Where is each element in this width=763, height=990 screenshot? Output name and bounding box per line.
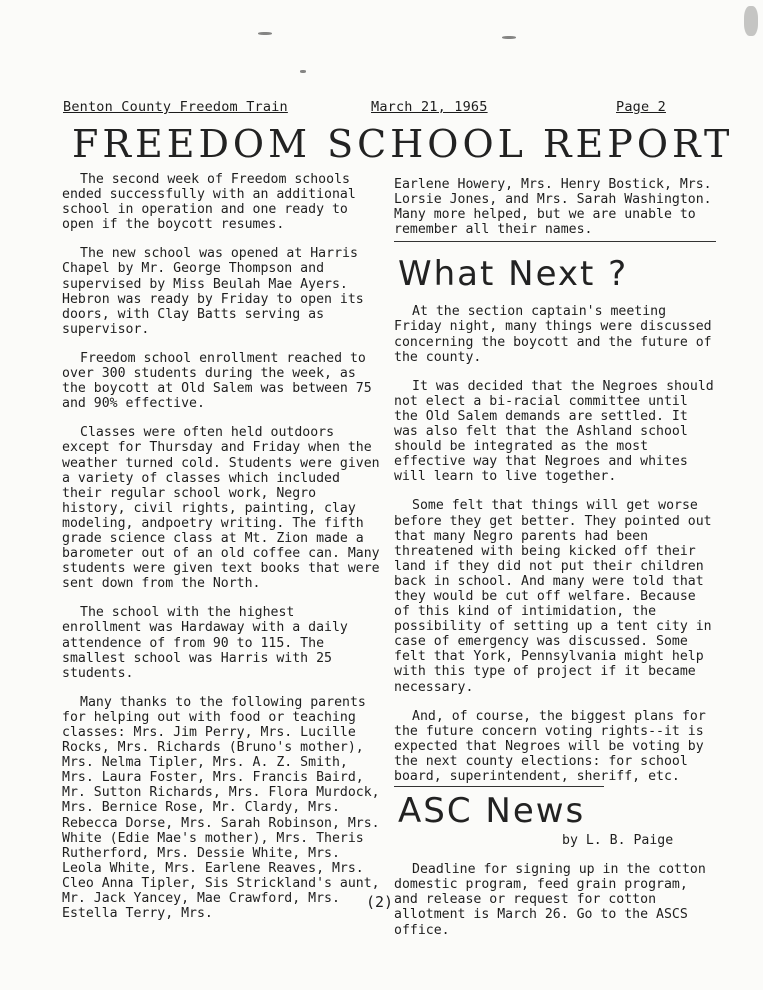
paragraph: The school with the highest enrollment was Hardaway with a daily attendence of from 90 to 115. The smallest school was Harris with 25 students. <box>62 605 348 681</box>
page-title: FREEDOM SCHOOL REPORT <box>72 122 734 166</box>
scan-mark <box>258 32 272 35</box>
paragraph: The new school was opened at Harris Chapel by Mr. George Thompson and supervised by Miss Beulah Mae Ayers. Hebron was ready by Friday to open its doors, with Clay Batts serving as supervisor. <box>62 246 364 337</box>
header-publication: Benton County Freedom Train <box>63 99 288 115</box>
section-heading-what-next: What Next ? <box>398 254 629 295</box>
paragraph-continuation: Earlene Howery, Mrs. Henry Bostick, Mrs. Lorsie Jones, and Mrs. Sarah Washington. Many more helped, but we are unable to remember all their names. <box>394 177 712 238</box>
paragraph: Deadline for signing up in the cotton domestic program, feed grain program, and release or request for cotton allotment is March 26. Go to the ASCS office. <box>394 862 706 938</box>
page-number: (2) <box>366 893 394 911</box>
section-heading-asc-news: ASC News <box>398 791 586 832</box>
byline: by L. B. Paige <box>562 833 674 849</box>
paragraph: Classes were often held outdoors except for Thursday and Friday when the weather turned cold. Students were given a variety of classes which included their regular school work, Negro history, civil rights, painting, clay modeling, andpoetry writing. The fifth grade science class at Mt. Zion made a barometer out of an old coffee can. Many students were given text books that were sent down from the North. <box>62 425 380 592</box>
paragraph: And, of course, the biggest plans for the future concern voting rights--it is expected that Negroes will be voting by the next county elections: for school board, superintendent, sheriff, etc. <box>394 708 706 784</box>
paragraph: It was decided that the Negroes should not elect a bi-racial committee until the Old Salem demands are settled. It was also felt that the Ashland school should be integrated as the most effective way that Negroes and whites will learn to live together. <box>394 378 714 485</box>
right-column <box>394 177 716 952</box>
section-divider <box>394 786 604 787</box>
section-divider <box>394 241 716 242</box>
paragraph: Many thanks to the following parents for helping out with food or teaching classes: Mrs. Jim Perry, Mrs. Lucille Rocks, Mrs. Richards (Bruno's mother), Mrs. Nelma Tipler, Mrs. A. Z. Smith, Mrs. Laura Foster, Mrs. Francis Baird, Mr. Sutton Richards, Mrs. Flora Murdock, Mrs. Bernice Rose, Mr. Clardy, Mrs. Rebecca Dorse, Mrs. Sarah Robinson, Mrs. White (Edie Mae's mother), Mrs. Theris Rutherford, Mrs. Dessie White, Mrs. Leola White, Mrs. Earlene Reaves, Mrs. Cleo Anna Tipler, Sis Strickland's aunt, Mr. Jack Yancey, Mae Crawford, Mrs. Estella Terry, Mrs. <box>62 694 380 922</box>
header-date: March 21, 1965 <box>371 99 488 115</box>
header-page: Page 2 <box>616 99 666 115</box>
paragraph: At the section captain's meeting Friday night, many things were discussed concerning the boycott and the future of the county. <box>394 304 712 365</box>
scan-mark <box>300 70 306 73</box>
scan-mark <box>502 36 516 39</box>
scan-mark <box>744 6 758 36</box>
paragraph: Some felt that things will get worse before they get better. They pointed out that many Negro parents had been threatened with being kicked off their land if they did not put their children back in school. And many were told that they would be cut off welfare. Because of this kind of intimidation, the possibility of setting up a tent city in case of emergency was discussed. Some felt that York, Pennsylvania might help with this type of project if it became necessary. <box>394 498 712 695</box>
paragraph: Freedom school enrollment reached to over 300 students during the week, as the boycott at Old Salem was between 75 and 90% effective. <box>62 350 372 412</box>
paragraph: The second week of Freedom schools ended successfully with an additional school in operation and one ready to open if the boycott resumes. <box>62 172 356 233</box>
left-column <box>62 172 380 935</box>
